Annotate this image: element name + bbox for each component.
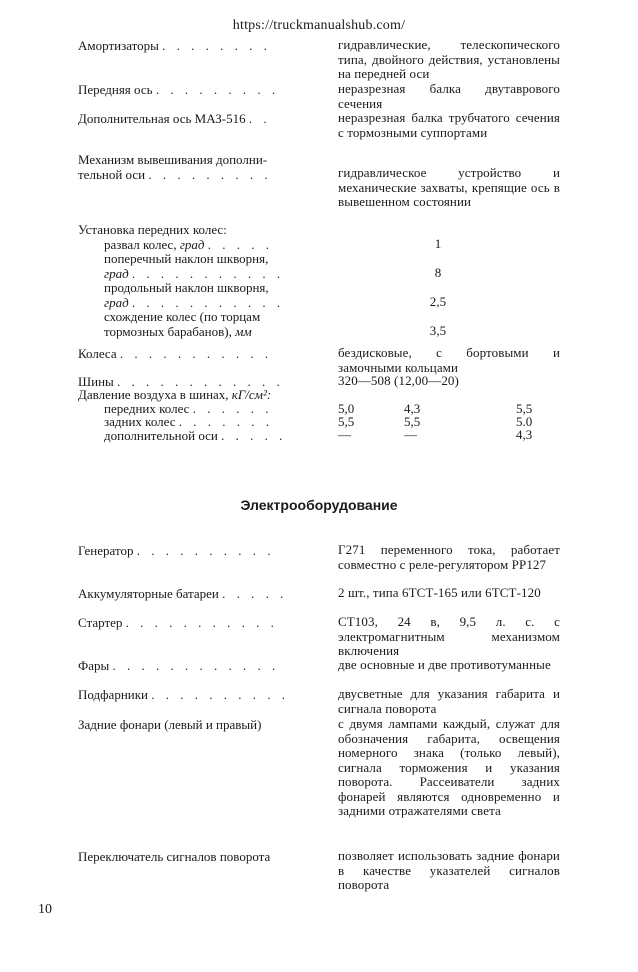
leader-dots: . . . . . . . . . . .	[119, 346, 273, 361]
tire-pressure-title: Давление воздуха в шинах,	[78, 387, 229, 402]
pressure-value: 5.0	[516, 413, 533, 429]
pressure-value: 5,5	[516, 400, 533, 416]
spec-label: Переключатель сигналов поворота	[78, 849, 271, 864]
pressure-value: 5,5	[338, 413, 355, 429]
leader-dots: . . . . . . . . . . .	[131, 294, 285, 310]
pressure-value: 4,3	[404, 400, 421, 416]
spec-value: позволяет использовать задние фонари в качестве указателей сигналов поворота	[338, 848, 560, 892]
pressure-value: —	[338, 426, 351, 442]
pressure-row-label: задних колес	[104, 414, 176, 429]
spec-value: неразрезная балка трубчатого сечения с тормозными суппортами	[338, 110, 560, 140]
unit-label: град	[104, 294, 129, 310]
leader-dots: . . . . .	[207, 236, 273, 252]
spec-value: с двумя лампами каждый, служат для обозначения габарита, освещения номерного знака (только левый), сигнала торможения и указания поворота. Рассеиватели задних фонарей являются одновременно и задними отражателями света	[338, 716, 560, 818]
leader-dots: . . . . . . . . . . . .	[117, 374, 284, 389]
spec-value: Г271 переменного тока, работает совместно с реле-регулятором РР127	[338, 542, 560, 572]
leader-dots: . . . . . . . . . . .	[131, 265, 285, 281]
leader-dots: . .	[248, 111, 271, 126]
spec-label: Подфарники	[78, 687, 149, 702]
spec-value: гидравлическое устройство и механические захваты, крепящие ось в вывешенном состоянии	[338, 165, 560, 209]
leader-dots: . . . . . . . .	[162, 38, 271, 53]
alignment-value: 2,5	[429, 294, 447, 309]
spec-value: две основные и две противотуманные	[338, 657, 551, 672]
leader-dots: . . . . . . . . . .	[136, 543, 275, 558]
alignment-item-label: поперечный наклон шкворня,	[104, 251, 269, 266]
pressure-value: 5,5	[404, 413, 421, 429]
alignment-value: 1	[434, 236, 442, 251]
spec-value: неразрезная балка двутаврового сечения	[338, 81, 560, 111]
pressure-value: 4,3	[516, 426, 533, 442]
leader-dots: . . . . . . . . . .	[151, 687, 290, 702]
leader-dots: . . . . .	[222, 586, 288, 601]
leader-dots: . . . . . . . . . . . .	[112, 658, 280, 673]
leader-dots: . . . . . . . . .	[155, 82, 280, 97]
spec-label: Передняя ось	[78, 82, 153, 97]
unit-label: кГ/см²:	[231, 387, 272, 402]
leader-dots: . . . . . .	[192, 400, 273, 416]
spec-value: бездисковые, с бортовыми и замочными кольцами	[338, 345, 560, 375]
unit-label: град	[104, 265, 129, 281]
spec-label: Шины	[78, 374, 114, 389]
spec-label: Задние фонари (левый и правый)	[78, 717, 262, 732]
spec-value: двусветные для указания габарита и сигнала поворота	[338, 686, 560, 716]
unit-label: град	[179, 236, 205, 252]
spec-value: 320—508 (12,00—20)	[338, 373, 459, 388]
spec-label: Аккумуляторные батареи	[78, 586, 219, 601]
pressure-row-label: передних колес	[104, 400, 190, 416]
alignment-value: 8	[434, 265, 442, 280]
unit-label: мм	[235, 323, 252, 339]
spec-label: Амортизаторы	[78, 38, 159, 53]
spec-label: Генератор	[78, 543, 134, 558]
leader-dots: . . . . . . . . . . .	[125, 615, 278, 630]
spec-label-line1: Механизм вывешивания дополни-	[78, 152, 268, 167]
alignment-value: 3,5	[429, 323, 447, 338]
spec-label: Стартер	[78, 615, 123, 630]
pressure-value: —	[404, 426, 417, 442]
leader-dots: . . . . . . . . .	[148, 167, 272, 182]
pressure-row-label: дополнительной оси	[104, 427, 218, 443]
leader-dots: . . . . . . .	[178, 414, 274, 429]
spec-value: гидравлические, телескопического типа, двойного действия, установлены на передней оси	[338, 37, 560, 81]
spec-label: Колеса	[78, 346, 117, 361]
section-title: Электрооборудование	[240, 497, 398, 513]
alignment-item-label: продольный наклон шкворня,	[104, 280, 269, 295]
leader-dots: . . . . .	[221, 427, 287, 443]
alignment-item-label: тормозных барабанов),	[104, 323, 232, 339]
spec-value: СТ103, 24 в, 9,5 л. с. с электромагнитным механизмом включения	[338, 614, 560, 658]
alignment-item-label: развал колес,	[104, 236, 177, 252]
spec-label: Фары	[78, 658, 110, 673]
spec-value: 2 шт., типа 6ТСТ-165 или 6ТСТ-120	[338, 585, 541, 600]
spec-label-line2: тельной оси	[78, 167, 146, 182]
alignment-item-label: схождение колес (по торцам	[104, 309, 261, 324]
page-number: 10	[38, 902, 52, 917]
wheel-alignment-title: Установка передних колес:	[78, 222, 227, 237]
pressure-value: 5,0	[338, 400, 355, 416]
source-url[interactable]: https://truckmanualshub.com/	[232, 18, 406, 33]
spec-label: Дополнительная ось МАЗ-516	[78, 111, 246, 126]
